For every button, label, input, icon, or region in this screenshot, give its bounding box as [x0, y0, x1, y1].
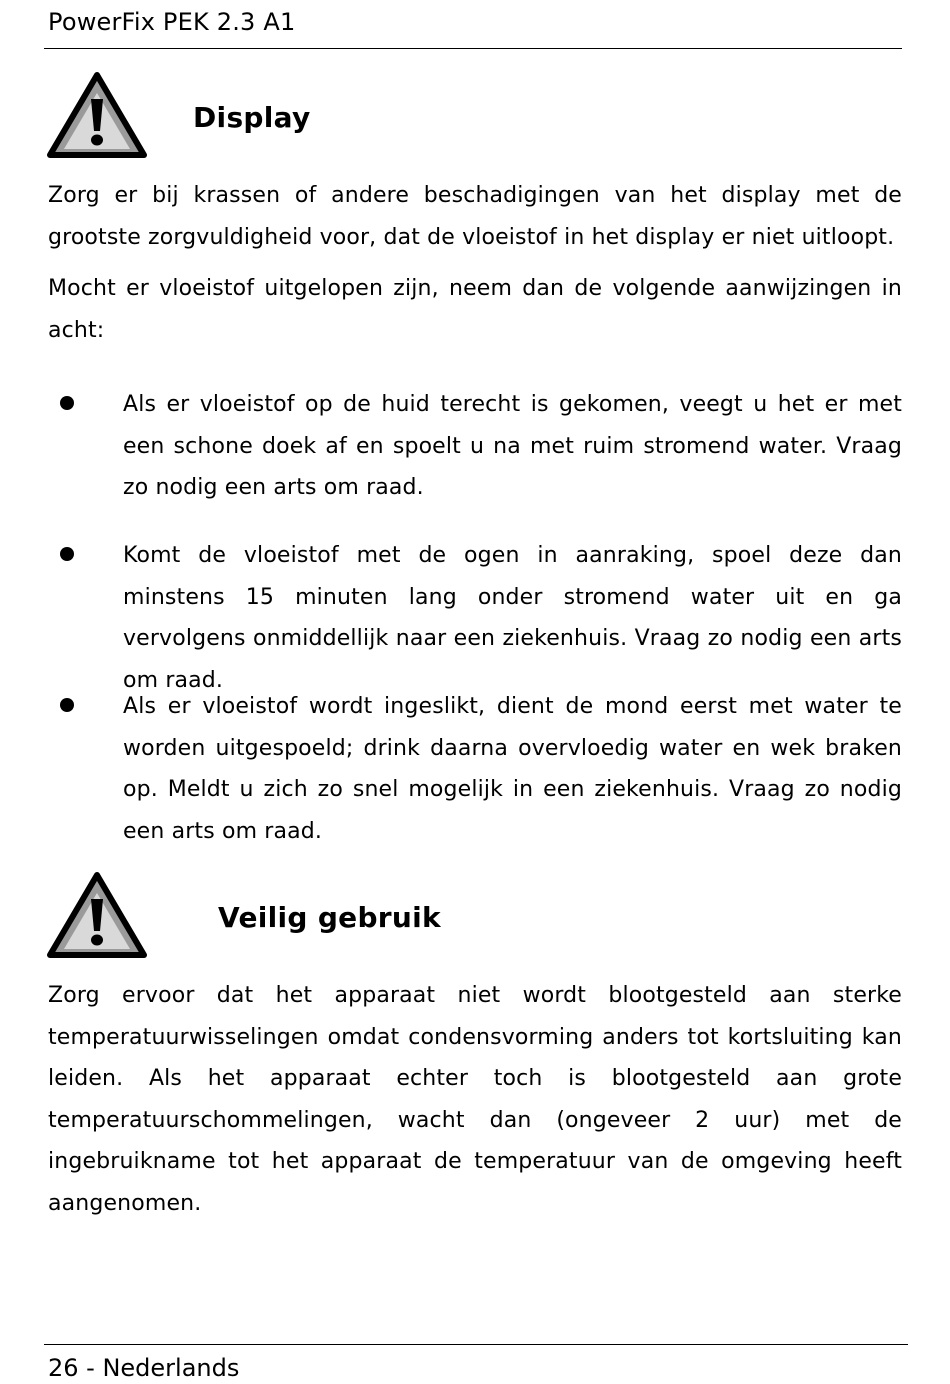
- list-item-text: Als er vloeistof wordt ingeslikt, dient de mond eerst met water te worden uitgespoeld; drink daarna overvloedig water en wek braken op. Meldt u zich zo snel mogelijk in een ziekenhuis. Vraag zo nodig een arts om raad.: [123, 694, 902, 844]
- bullet-icon: [60, 698, 74, 712]
- display-paragraph-2: Mocht er vloeistof uitgelopen zijn, neem dan de volgende aanwijzingen in acht:: [48, 276, 902, 343]
- bullet-icon: [60, 547, 74, 561]
- list-item-text: Komt de vloeistof met de ogen in aanraking, spoel deze dan minstens 15 minuten lang onder stromend water uit en ga vervolgens onmiddellijk naar een ziekenhuis. Vraag zo nodig een arts om raad.: [123, 543, 902, 693]
- warning-triangle-icon: [46, 871, 148, 959]
- display-paragraph-1: Zorg er bij krassen of andere beschadigingen van het display met de grootste zorgvuldigheid voor, dat de vloeistof in het display er niet uitloopt.: [48, 183, 902, 250]
- section-title-display: Display: [193, 101, 311, 134]
- footer-divider: [44, 1344, 908, 1345]
- warning-triangle-icon: [46, 71, 148, 159]
- header-divider: [44, 48, 902, 49]
- bullet-icon: [60, 396, 74, 410]
- list-item-text: Als er vloeistof op de huid terecht is gekomen, veegt u het er met een schone doek af en spoelt u na met ruim stromend water. Vraag zo nodig een arts om raad.: [123, 392, 902, 500]
- page-number: 26 - Nederlands: [48, 1354, 240, 1382]
- safe-use-paragraph: Zorg ervoor dat het apparaat niet wordt blootgesteld aan sterke temperatuurwisselingen omdat condensvorming anders tot kortsluiting kan leiden. Als het apparaat echter toch is blootgesteld aan grote temperatuurschommelingen, wacht dan (ongeveer 2 uur) met de ingebruikname tot het apparaat de temperatuur van de omgeving heeft aangenomen.: [48, 983, 902, 1216]
- section-title-veilig-gebruik: Veilig gebruik: [218, 901, 441, 934]
- document-header: PowerFix PEK 2.3 A1: [48, 8, 296, 36]
